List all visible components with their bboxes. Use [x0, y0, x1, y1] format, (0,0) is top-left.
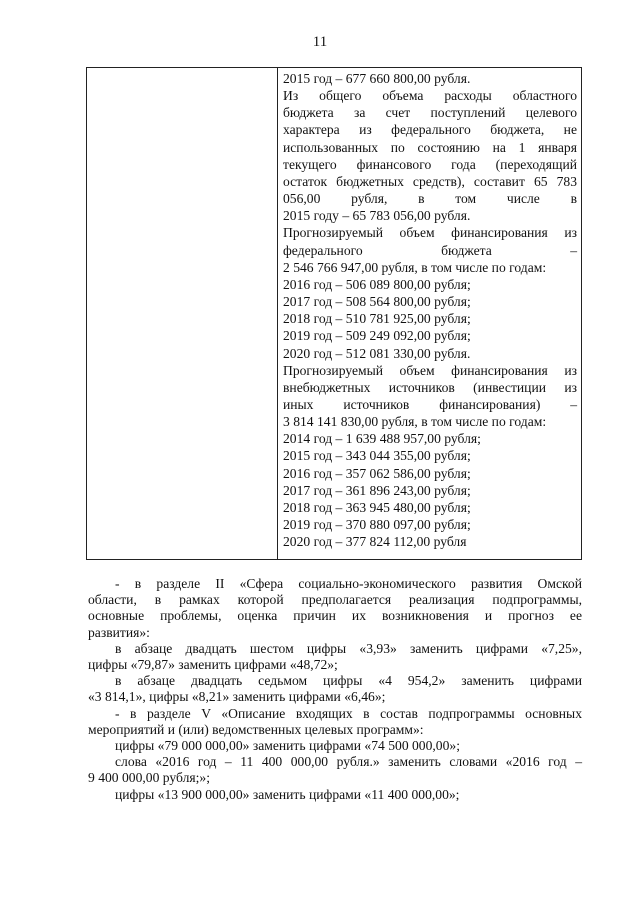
table-line: Прогнозируемый объем финансирования из [283, 225, 577, 241]
body-line: - в разделе II «Сфера социально-экономического развития Омской [115, 576, 582, 591]
table-line: остаток бюджетных средств), составит 65 783 [283, 173, 577, 189]
body-line: в абзаце двадцать шестом цифры «3,93» заменить цифрами «7,25», [115, 640, 582, 656]
table-line: 056,00 рубля, в том числе в [283, 191, 577, 207]
body-line: цифры «13 900 000,00» заменить цифрами «11 400 000,00»; [115, 786, 460, 802]
body-line: 9 400 000,00 рубля;»; [88, 770, 210, 786]
body-line: слова «2016 год – 11 400 000,00 рубля.» заменить словами «2016 год – [115, 754, 582, 770]
body-line: - в разделе V «Описание входящих в состав подпрограммы основных [115, 705, 582, 721]
table-line: 2 546 766 947,00 рубля, в том числе по годам: [283, 259, 547, 275]
table-line: использованных по состоянию на 1 января [283, 139, 577, 155]
table-line: характера из федерального бюджета, не [283, 122, 577, 138]
table-line: 2020 год – 512 081 330,00 рубля. [283, 345, 471, 361]
body-line: развития»: [88, 624, 150, 640]
table-line: 2018 год – 510 781 925,00 рубля; [283, 311, 471, 327]
table-line: бюджета за счет поступлений целевого [283, 105, 577, 121]
body-line: в абзаце двадцать седьмом цифры «4 954,2» заменить цифрами [115, 673, 582, 689]
table-line: иных источников финансирования) – [283, 396, 577, 412]
table-line: 2020 год – 377 824 112,00 рубля [283, 534, 467, 550]
table-line: внебюджетных источников (инвестиции из [283, 379, 577, 395]
page-number: 11 [312, 34, 328, 50]
table-line: 2015 год – 677 660 800,00 рубля. [283, 71, 471, 86]
table-line: 2016 год – 357 062 586,00 рубля; [283, 465, 471, 481]
body-line: цифры «79 000 000,00» заменить цифрами «74 500 000,00»; [115, 738, 460, 754]
body-line: основные проблемы, оценка причин их возникновения и прогноз ее [88, 608, 582, 624]
table-line: 2016 год – 506 089 800,00 рубля; [283, 276, 471, 292]
table-line: 2017 год – 361 896 243,00 рубля; [283, 482, 471, 498]
table-line: 2019 год – 370 880 097,00 рубля; [283, 517, 471, 533]
body-line: области, в рамках которой предполагается реализация подпрограммы, [88, 592, 582, 608]
table-line: федерального бюджета – [283, 242, 577, 258]
amendment-text [88, 576, 582, 803]
table-line: Из общего объема расходы областного [283, 88, 577, 104]
table-line: Прогнозируемый объем финансирования из [283, 362, 577, 378]
table-line: 2018 год – 363 945 480,00 рубля; [283, 499, 471, 515]
table-left-cell [87, 68, 278, 559]
table-line: текущего финансового года (переходящий [283, 156, 577, 172]
table-line: 2015 год – 343 044 355,00 рубля; [283, 448, 471, 464]
table-line: 3 814 141 830,00 рубля, в том числе по годам: [283, 414, 547, 430]
table-line: 2019 год – 509 249 092,00 рубля; [283, 328, 471, 344]
table-line: 2017 год – 508 564 800,00 рубля; [283, 294, 471, 310]
table-right-cell [283, 70, 577, 550]
body-line: цифры «79,87» заменить цифрами «48,72»; [88, 657, 338, 673]
table-line: 2014 год – 1 639 488 957,00 рубля; [283, 431, 481, 447]
body-line: «3 814,1», цифры «8,21» заменить цифрами «6,46»; [88, 689, 386, 705]
table-line: 2015 году – 65 783 056,00 рубля. [283, 208, 471, 224]
body-line: мероприятий и (или) ведомственных целевых программ»: [88, 721, 424, 737]
